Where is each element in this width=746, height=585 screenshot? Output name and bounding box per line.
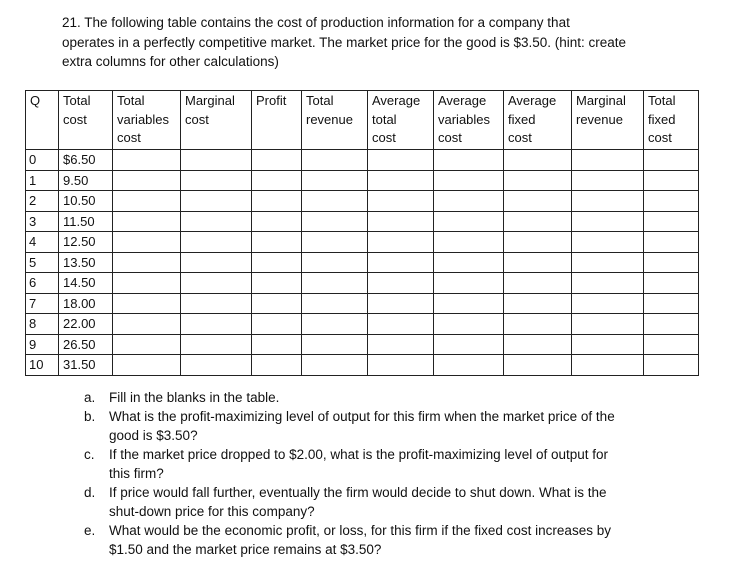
total-cost-cell: 13.50 [59,252,113,273]
blank-cell [644,170,699,191]
quantity-cell: 4 [26,232,59,253]
blank-cell [181,273,252,294]
blank-cell [368,252,434,273]
subquestion-line: good is $3.50? [109,428,198,443]
blank-cell [368,232,434,253]
subquestion-item [84,407,684,445]
blank-cell [368,273,434,294]
column-header [368,91,434,150]
total-cost-cell: 26.50 [59,334,113,355]
column-header-line: cost [508,130,532,145]
blank-cell [644,232,699,253]
column-header-line: revenue [576,111,623,127]
column-header-line: Average [508,93,557,108]
blank-cell [644,293,699,314]
subquestion-list [84,388,684,559]
blank-cell [302,211,368,232]
question-line-1-text: The following table contains the cost of production information for a company that [84,15,570,30]
blank-cell [113,252,181,273]
blank-cell [252,170,302,191]
subquestion-line: $1.50 and the market price remains at $3.50? [109,542,382,557]
blank-cell [572,150,644,171]
column-header-line: Average [372,93,421,108]
subquestion-letter: d. [84,485,96,500]
quantity-cell: 8 [26,314,59,335]
blank-cell [504,191,572,212]
blank-cell [434,191,504,212]
blank-cell [113,211,181,232]
blank-cell [302,150,368,171]
blank-cell [504,314,572,335]
table-row [26,273,699,294]
blank-cell [252,252,302,273]
blank-cell [572,252,644,273]
column-header-line: fixed [648,111,676,127]
column-header-line: Total [63,93,91,108]
blank-cell [252,191,302,212]
header-row [26,91,699,150]
total-cost-cell: 12.50 [59,232,113,253]
total-cost-cell: 22.00 [59,314,113,335]
blank-cell [181,191,252,212]
blank-cell [252,334,302,355]
blank-cell [368,334,434,355]
quantity-cell: 2 [26,191,59,212]
blank-cell [181,211,252,232]
blank-cell [252,273,302,294]
blank-cell [368,355,434,376]
blank-cell [302,252,368,273]
column-header-line: Marginal [576,93,626,108]
column-header-line: cost [117,130,141,145]
quantity-cell: 0 [26,150,59,171]
blank-cell [504,273,572,294]
blank-cell [504,211,572,232]
blank-cell [434,334,504,355]
blank-cell [644,355,699,376]
blank-cell [368,293,434,314]
blank-cell [302,170,368,191]
blank-cell [181,170,252,191]
blank-cell [113,170,181,191]
blank-cell [302,355,368,376]
column-header [504,91,572,150]
subquestion-line: shut-down price for this company? [109,504,315,519]
table-row [26,211,699,232]
subquestion-line: What is the profit-maximizing level of output for this firm when the market price of the [109,409,615,424]
column-header-line: cost [648,130,672,145]
column-header-line: cost [63,111,87,127]
column-header-line: Marginal [185,93,235,108]
column-header-line: revenue [306,111,353,127]
quantity-cell: 5 [26,252,59,273]
blank-cell [572,191,644,212]
blank-cell [368,191,434,212]
column-header-line: total [372,111,397,127]
subquestion-item [84,521,684,559]
column-header-line: Profit [256,93,287,108]
blank-cell [644,211,699,232]
column-header-line: fixed [508,111,536,127]
question-line-2: operates in a perfectly competitive market. The market price for the good is $3.50. (hint: create [62,34,627,50]
question-line-1 [62,13,702,33]
blank-cell [572,355,644,376]
blank-cell [504,334,572,355]
question-line-3: extra columns for other calculations) [62,54,279,69]
subquestion-line: What would be the economic profit, or loss, for this firm if the fixed cost increases by [109,523,611,538]
blank-cell [572,232,644,253]
blank-cell [434,150,504,171]
blank-cell [302,334,368,355]
blank-cell [644,150,699,171]
total-cost-cell: 31.50 [59,355,113,376]
column-header [113,91,181,150]
blank-cell [434,232,504,253]
table-row [26,170,699,191]
table-header [26,91,699,150]
column-header [26,91,59,150]
question-number: 21. [62,15,81,30]
blank-cell [302,273,368,294]
subquestion-letter: a. [84,390,96,405]
blank-cell [113,191,181,212]
blank-cell [504,232,572,253]
column-header [434,91,504,150]
table-row [26,293,699,314]
subquestion-line: Fill in the blanks in the table. [109,390,280,405]
table-body [26,150,699,376]
blank-cell [572,293,644,314]
blank-cell [368,211,434,232]
blank-cell [504,355,572,376]
blank-cell [644,273,699,294]
subquestion-letter: e. [84,523,96,538]
blank-cell [368,150,434,171]
subquestion-item [84,445,684,483]
column-header [181,91,252,150]
column-header [59,91,113,150]
subquestion-line: this firm? [109,466,164,481]
blank-cell [181,150,252,171]
blank-cell [504,293,572,314]
blank-cell [572,211,644,232]
table-row [26,191,699,212]
blank-cell [302,293,368,314]
blank-cell [434,252,504,273]
blank-cell [368,314,434,335]
total-cost-cell: 14.50 [59,273,113,294]
subquestion-item [84,483,684,521]
blank-cell [113,293,181,314]
blank-cell [434,293,504,314]
blank-cell [181,252,252,273]
blank-cell [113,314,181,335]
blank-cell [181,314,252,335]
blank-cell [113,355,181,376]
blank-cell [572,314,644,335]
total-cost-cell: $6.50 [59,150,113,171]
quantity-cell: 6 [26,273,59,294]
blank-cell [181,334,252,355]
column-header-line: cost [185,111,209,127]
blank-cell [302,191,368,212]
total-cost-cell: 10.50 [59,191,113,212]
blank-cell [113,232,181,253]
table-row [26,314,699,335]
blank-cell [644,191,699,212]
blank-cell [181,293,252,314]
blank-cell [302,232,368,253]
blank-cell [252,314,302,335]
blank-cell [504,252,572,273]
blank-cell [181,232,252,253]
table-row [26,355,699,376]
blank-cell [368,170,434,191]
column-header-line: variables [438,111,491,127]
blank-cell [113,273,181,294]
quantity-cell: 7 [26,293,59,314]
column-header [302,91,368,150]
subquestion-item [84,388,684,407]
subquestion-line: If the market price dropped to $2.00, what is the profit-maximizing level of output for [109,447,608,462]
column-header-line: Total [648,93,676,108]
subquestion-line: If price would fall further, eventually the firm would decide to shut down. What is the [109,485,607,500]
blank-cell [113,334,181,355]
total-cost-cell: 11.50 [59,211,113,232]
blank-cell [302,314,368,335]
blank-cell [113,150,181,171]
column-header-line: Total [117,93,145,108]
blank-cell [644,334,699,355]
table-row [26,232,699,253]
blank-cell [644,252,699,273]
blank-cell [504,150,572,171]
table-row [26,334,699,355]
blank-cell [252,211,302,232]
blank-cell [181,355,252,376]
blank-cell [434,273,504,294]
quantity-cell: 9 [26,334,59,355]
blank-cell [504,170,572,191]
blank-cell [252,150,302,171]
blank-cell [572,273,644,294]
quantity-cell: 10 [26,355,59,376]
cost-table [25,90,699,376]
quantity-cell: 1 [26,170,59,191]
column-header-line: Total [306,93,334,108]
blank-cell [434,355,504,376]
blank-cell [572,334,644,355]
column-header-line: variables [117,111,170,127]
column-header-line: Q [30,93,41,108]
question-text [62,13,702,72]
subquestion-letter: c. [84,447,95,462]
column-header-line: Average [438,93,487,108]
blank-cell [252,293,302,314]
column-header [252,91,302,150]
total-cost-cell: 18.00 [59,293,113,314]
blank-cell [252,232,302,253]
blank-cell [572,170,644,191]
blank-cell [434,170,504,191]
total-cost-cell: 9.50 [59,170,113,191]
column-header-line: cost [438,130,462,145]
column-header-line: cost [372,130,396,145]
blank-cell [252,355,302,376]
table-row [26,252,699,273]
quantity-cell: 3 [26,211,59,232]
subquestion-letter: b. [84,409,96,424]
blank-cell [434,211,504,232]
column-header [572,91,644,150]
blank-cell [434,314,504,335]
table-row [26,150,699,171]
blank-cell [644,314,699,335]
column-header [644,91,699,150]
